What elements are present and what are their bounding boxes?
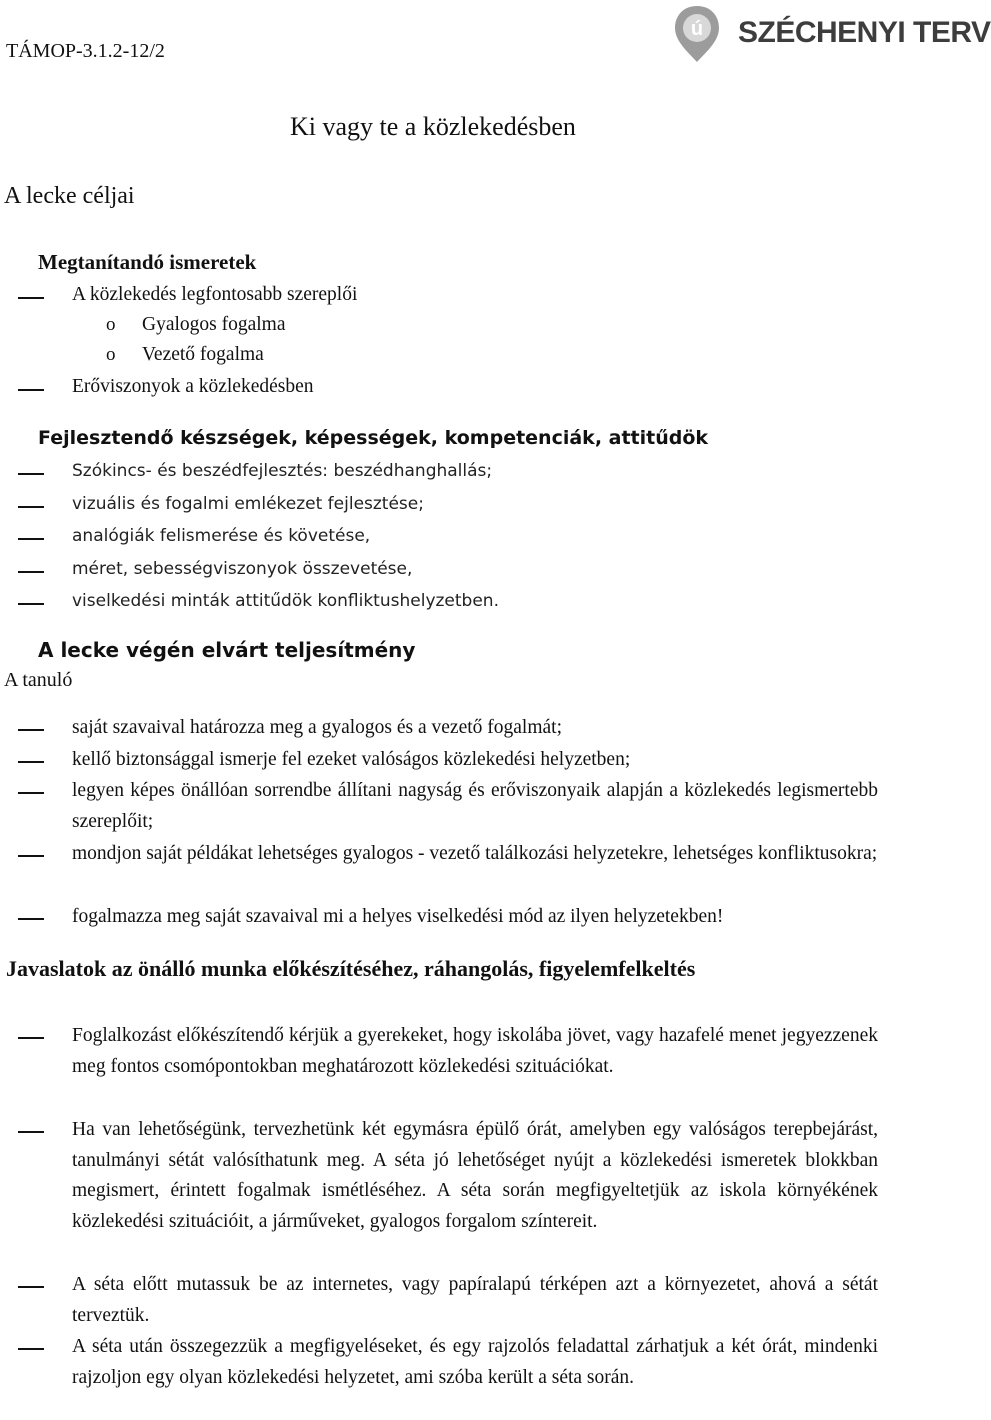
dash-bullet <box>18 918 44 920</box>
svg-text:ú: ú <box>690 18 704 40</box>
suggestion-item: A séta előtt mutassuk be az internetes, vagy papíralapú térképen azt a környezetet, ahová a sétát terveztük. <box>72 1274 878 1326</box>
dash-bullet <box>18 1037 44 1039</box>
szechenyi-pin-logo-icon <box>672 4 722 64</box>
dash-bullet <box>18 1286 44 1288</box>
dash-bullet <box>18 603 44 605</box>
dash-bullet <box>18 1131 44 1133</box>
szechenyi-terv-logo <box>668 0 991 90</box>
dash-bullet <box>18 389 44 391</box>
logo-text: SZÉCHENYI TERV <box>738 16 991 49</box>
performance-subject: A tanuló <box>4 669 73 691</box>
performance-item: mondjon saját példákat lehetséges gyalogos - vezető találkozási helyzetekre, lehetséges konfliktusokra; <box>72 843 878 864</box>
performance-item: legyen képes önállóan sorrendbe állítani nagyság és erőviszonyaik alapján a közlekedés legismertebb szereplőit; <box>72 780 878 832</box>
dash-bullet <box>18 473 44 475</box>
dash-bullet <box>18 571 44 573</box>
suggestion-item: A séta után összegezzük a megfigyeléseket, és egy rajzolós feladattal zárhatjuk a két órát, mindenki rajzoljon egy olyan közlekedési helyzetet, ami szóba került a séta során. <box>72 1336 878 1388</box>
document-code: TÁMOP-3.1.2-12/2 <box>6 40 165 62</box>
dash-bullet <box>18 297 44 299</box>
skills-item: viselkedési minták attitűdök konfliktushelyzetben. <box>72 591 499 611</box>
knowledge-heading: Megtanítandó ismeretek <box>38 250 257 274</box>
performance-heading: A lecke végén elvárt teljesítmény <box>38 638 416 662</box>
skills-heading: Fejlesztendő készségek, képességek, kompetenciák, attitűdök <box>38 427 709 449</box>
dash-bullet <box>18 538 44 540</box>
skills-item: vizuális és fogalmi emlékezet fejlesztése; <box>72 494 424 514</box>
page-title: Ki vagy te a közlekedésben <box>290 112 576 141</box>
suggestion-item: Foglalkozást előkészítendő kérjük a gyerekeket, hogy iskolába jövet, vagy hazafelé menet jegyezzenek meg fontos csomópontokban meghatározott közlekedési szituációkat. <box>72 1025 878 1077</box>
dash-bullet <box>18 792 44 794</box>
circle-bullet: o <box>106 314 116 335</box>
suggestions-heading: Javaslatok az önálló munka előkészítéséhez, ráhangolás, figyelemfelkeltés <box>6 956 696 981</box>
skills-item: Szókincs- és beszédfejlesztés: beszédhanghallás; <box>72 461 493 481</box>
knowledge-subitem: Gyalogos fogalma <box>142 314 286 335</box>
knowledge-subitem: Vezető fogalma <box>142 344 264 365</box>
dash-bullet <box>18 729 44 731</box>
performance-item: saját szavaival határozza meg a gyalogos és a vezető fogalmát; <box>72 717 562 738</box>
performance-item: fogalmazza meg saját szavaival mi a helyes viselkedési mód az ilyen helyzetekben! <box>72 906 724 927</box>
skills-item: analógiák felismerése és követése, <box>72 526 371 546</box>
knowledge-item: A közlekedés legfontosabb szereplői <box>72 284 358 305</box>
circle-bullet: o <box>106 344 116 365</box>
section-title: A lecke céljai <box>4 183 135 209</box>
performance-item: kellő biztonsággal ismerje fel ezeket valóságos közlekedési helyzetben; <box>72 749 631 770</box>
dash-bullet <box>18 761 44 763</box>
dash-bullet <box>18 506 44 508</box>
suggestion-item: Ha van lehetőségünk, tervezhetünk két egymásra épülő órát, amelyben egy valóságos terepbejárást, tanulmányi sétát valósíthatunk meg. A séta jó lehetőséget nyújt a közlekedési ismeretek blokkban megismert, érintett fogalmak ismétléséhez. A séta során megfigyeltetjük az iskola környékének közlekedési szituációit, a járműveket, gyalogos forgalom színtereit. <box>72 1119 878 1232</box>
dash-bullet <box>18 855 44 857</box>
knowledge-item: Erőviszonyok a közlekedésben <box>72 376 314 397</box>
skills-item: méret, sebességviszonyok összevetése, <box>72 559 413 579</box>
dash-bullet <box>18 1348 44 1350</box>
